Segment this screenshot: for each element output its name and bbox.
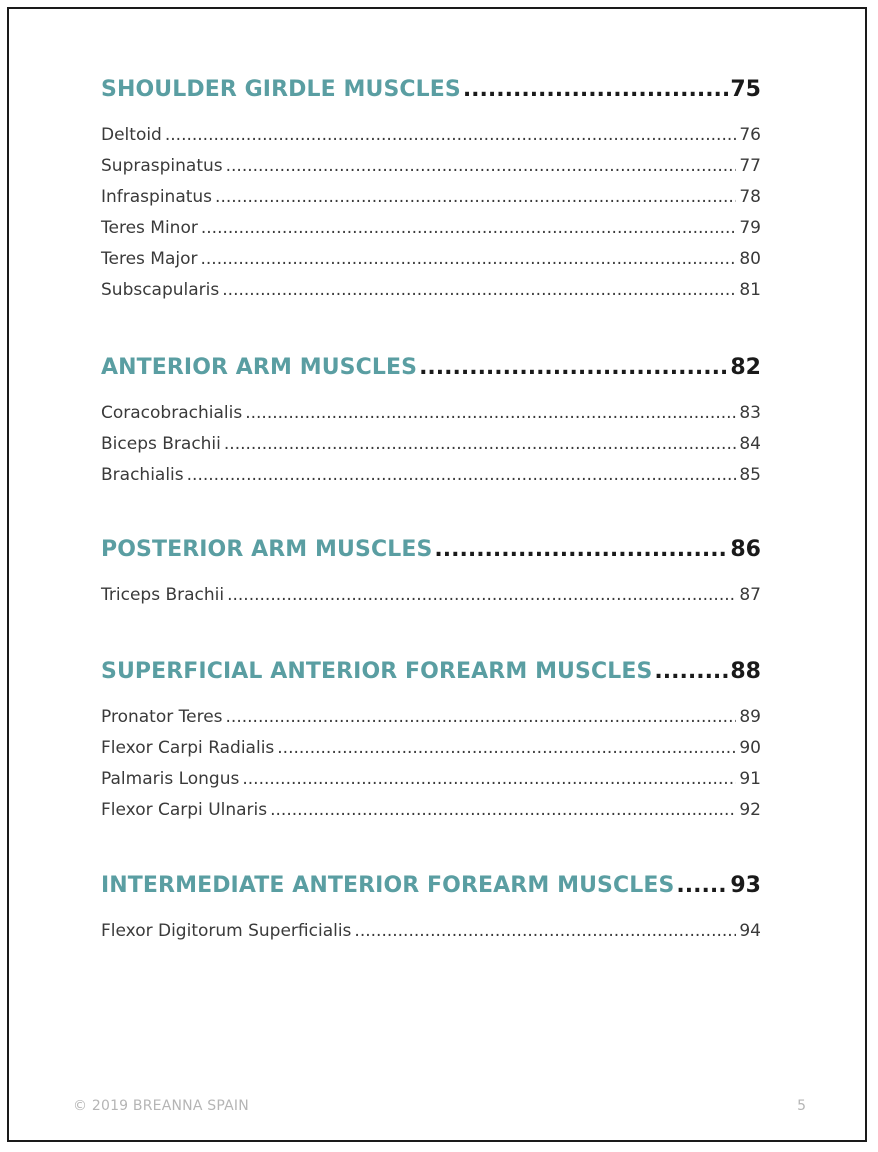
toc-section-intermediate-anterior-forearm [101,873,761,952]
dot-leader [676,873,728,898]
section-heading[interactable] [101,537,761,571]
toc-entry[interactable] [101,156,761,187]
dot-leader [270,800,736,820]
toc-entry-title: Teres Minor [101,218,198,238]
toc-entry-page: 85 [739,465,761,485]
toc-entry[interactable] [101,403,761,434]
section-entries [101,585,761,616]
dot-leader [242,769,736,789]
toc-entry-page: 90 [739,738,761,758]
toc-entry-title: Infraspinatus [101,187,213,207]
toc-entry-page: 84 [739,434,761,454]
toc-section-superficial-anterior-forearm [101,659,761,831]
section-heading[interactable] [101,77,761,111]
toc-entry-page: 89 [739,707,761,727]
section-entries [101,921,761,952]
dot-leader [227,585,736,605]
toc-entry-title: Flexor Carpi Ulnaris [101,800,268,820]
dot-leader [434,537,728,562]
section-entries [101,125,761,311]
section-heading-title: ANTERIOR ARM MUSCLES [101,355,418,380]
section-heading-page: 86 [730,537,761,562]
toc-entry[interactable] [101,585,761,616]
toc-entry[interactable] [101,125,761,156]
section-heading-page: 93 [730,873,761,898]
toc-section-posterior-arm [101,537,761,616]
toc-entry[interactable] [101,769,761,800]
toc-entry-page: 78 [739,187,761,207]
section-heading-title: INTERMEDIATE ANTERIOR FOREARM MUSCLES [101,873,675,898]
toc-entry[interactable] [101,738,761,769]
dot-leader [222,280,736,300]
section-heading-title: SHOULDER GIRDLE MUSCLES [101,77,461,102]
toc-entry-page: 92 [739,800,761,820]
toc-entry[interactable] [101,218,761,249]
footer-copyright: © 2019 BREANNA SPAIN [73,1098,249,1114]
dot-leader [226,156,737,176]
toc-entry-page: 83 [739,403,761,423]
toc-entry-title: Triceps Brachii [101,585,225,605]
section-heading-page: 88 [730,659,761,684]
toc-entry[interactable] [101,921,761,952]
dot-leader [226,707,737,727]
section-heading[interactable] [101,873,761,907]
toc-entry-title: Supraspinatus [101,156,223,176]
toc-entry[interactable] [101,800,761,831]
section-entries [101,707,761,831]
section-heading[interactable] [101,355,761,389]
dot-leader [201,218,737,238]
dot-leader [354,921,736,941]
toc-section-shoulder-girdle [101,77,761,311]
toc-entry-page: 76 [739,125,761,145]
toc-entry-title: Palmaris Longus [101,769,240,789]
section-heading-title: POSTERIOR ARM MUSCLES [101,537,433,562]
toc-entry-title: Flexor Digitorum Superficialis [101,921,352,941]
toc-entry-title: Pronator Teres [101,707,223,727]
dot-leader [419,355,728,380]
toc-entry-title: Flexor Carpi Radialis [101,738,275,758]
toc-entry[interactable] [101,187,761,218]
toc-entry-title: Biceps Brachii [101,434,221,454]
section-heading[interactable] [101,659,761,693]
section-heading-page: 75 [730,77,761,102]
toc-entry-page: 77 [739,156,761,176]
toc-entry-page: 94 [739,921,761,941]
dot-leader [215,187,736,207]
toc-entry[interactable] [101,434,761,465]
dot-leader [245,403,736,423]
toc-entry-page: 81 [739,280,761,300]
toc-entry-page: 80 [739,249,761,269]
section-heading-page: 82 [730,355,761,380]
footer-page-number: 5 [797,1098,806,1114]
dot-leader [224,434,736,454]
dot-leader [187,465,737,485]
dot-leader [201,249,737,269]
dot-leader [463,77,729,102]
dot-leader [277,738,736,758]
toc-section-anterior-arm [101,355,761,496]
toc-entry-title: Brachialis [101,465,184,485]
section-entries [101,403,761,496]
section-heading-title: SUPERFICIAL ANTERIOR FOREARM MUSCLES [101,659,653,684]
dot-leader [165,125,737,145]
toc-entry[interactable] [101,707,761,738]
toc-entry-page: 87 [739,585,761,605]
toc-entry-title: Subscapularis [101,280,220,300]
toc-entry[interactable] [101,465,761,496]
toc-entry-page: 91 [739,769,761,789]
dot-leader [654,659,728,684]
toc-entry[interactable] [101,280,761,311]
toc-entry-title: Deltoid [101,125,162,145]
toc-entry[interactable] [101,249,761,280]
toc-entry-title: Teres Major [101,249,198,269]
toc-entry-title: Coracobrachialis [101,403,243,423]
toc-entry-page: 79 [739,218,761,238]
